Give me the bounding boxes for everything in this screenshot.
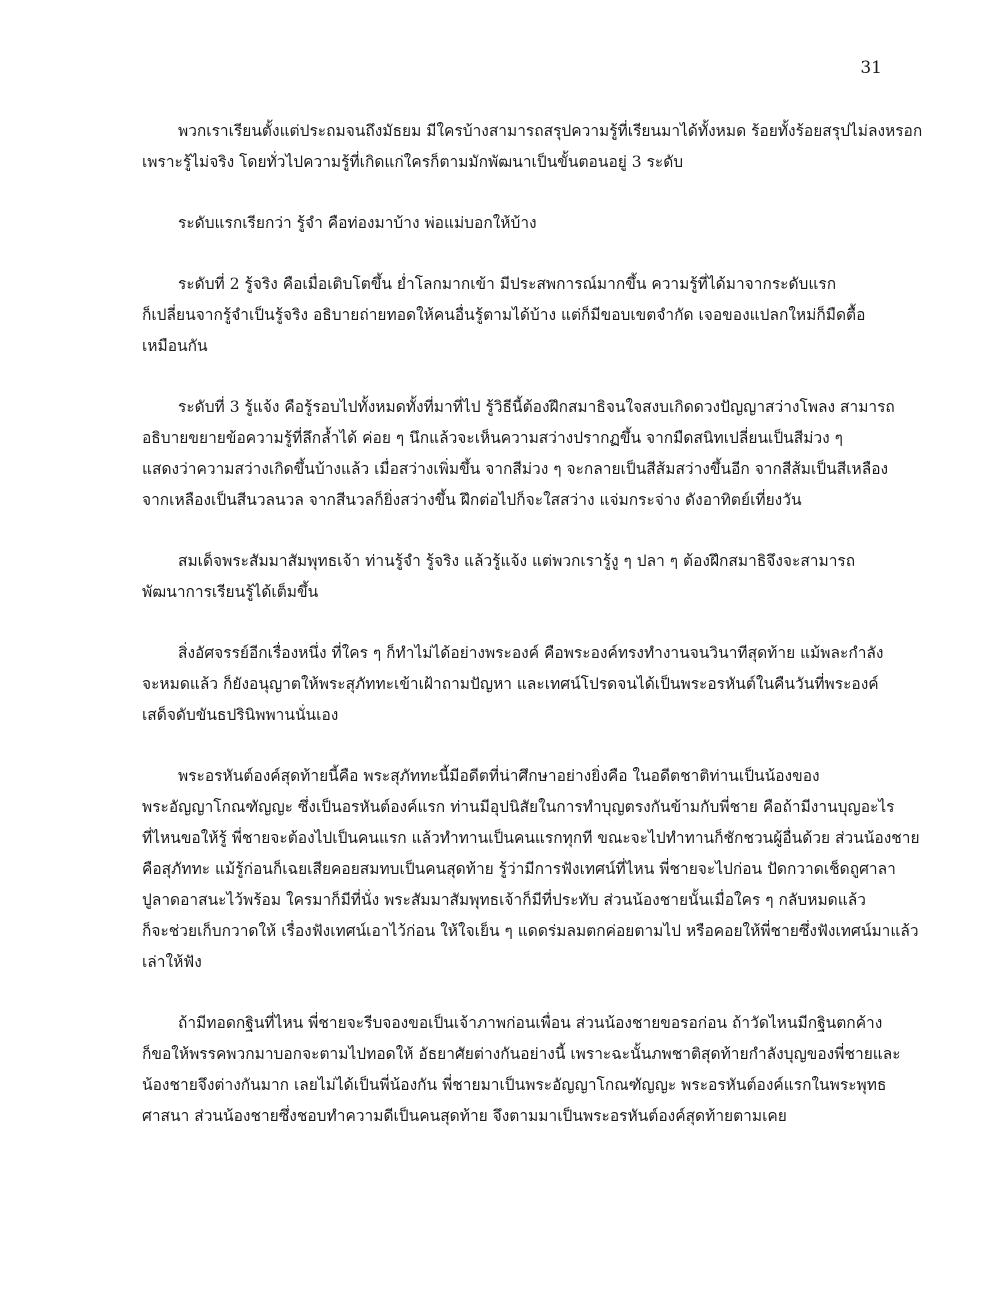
paragraph [142,269,864,362]
text-line: น้องชายจึงต่างกันมาก เลยไม่ได้เป็นพี่น้องกัน พี่ชายมาเป็นพระอัญญาโกณฑัญญะ พระอรหันต์องค์แรกในพระพุทธ [142,1076,887,1094]
text-line: คือสุภัททะ แม้รู้ก่อนก็เฉยเสียคอยสมทบเป็นคนสุดท้าย รู้ว่ามีการฟังเทศน์ที่ไหน พี่ชายจะไปก่อน ปัดกวาดเช็ดถูศาลา [142,860,896,878]
text-line: สิ่งอัศจรรย์อีกเรื่องหนึ่ง ที่ใคร ๆ ก็ทำไม่ได้อย่างพระองค์ คือพระองค์ทรงทำงานจนวินาทีสุดท้าย แม้พละกำลัง [178,644,884,662]
text-line: เล่าให้ฟัง [142,953,202,971]
text-line: พัฒนาการเรียนรู้ได้เต็มขึ้น [142,583,319,601]
text-line: เพราะรู้ไม่จริง โดยทั่วไปความรู้ที่เกิดแก่ใครก็ตามมักพัฒนาเป็นขั้นตอนอยู่ 3 ระดับ [142,153,684,171]
text-line: เหมือนกัน [142,337,208,355]
paragraph [142,116,923,178]
text-line: ก็ขอให้พรรคพวกมาบอกจะตามไปทอดให้ อัธยาศัยต่างกันอย่างนี้ เพราะฉะนั้นภพชาติสุดท้ายกำลังบุญของพี่ชายและ [142,1045,901,1063]
text-line: อธิบายขยายข้อความรู้ที่ลึกล้ำได้ ค่อย ๆ นึกแล้วจะเห็นความสว่างปรากฏขึ้น จากมืดสนิทเปลี่ยนเป็นสีม่วง ๆ [142,429,843,447]
text-line: จากเหลืองเป็นสีนวลนวล จากสีนวลก็ยิ่งสว่างขึ้น ฝึกต่อไปก็จะใสสว่าง แจ่มกระจ่าง ดังอาทิตย์เที่ยงวัน [142,491,802,509]
text-line: เสด็จดับขันธปรินิพพานนั่นเอง [142,706,339,724]
text-line: ที่ไหนขอให้รู้ พี่ชายจะต้องไปเป็นคนแรก แล้วทำทานเป็นคนแรกทุกที ขณะจะไปทำทานก็ชักชวนผู้อื่นด้วย ส่วนน้องชาย [142,829,920,847]
paragraph [142,638,884,731]
paragraph [142,392,895,516]
body-text [142,116,923,1162]
text-line: จะหมดแล้ว ก็ยังอนุญาตให้พระสุภัททะเข้าเฝ้าถามปัญหา และเทศน์โปรดจนได้เป็นพระอรหันต์ในคืนวันที่พระองค์ [142,675,879,693]
text-line: ปูลาดอาสนะไว้พร้อม ใครมาก็มีที่นั่ง พระสัมมาสัมพุทธเจ้าก็มีที่ประทับ ส่วนน้องชายนั้นเมื่อใคร ๆ กลับหมดแล้ว [142,891,866,909]
text-line: ศาสนา ส่วนน้องชายซึ่งชอบทำความดีเป็นคนสุดท้าย จึงตามมาเป็นพระอรหันต์องค์สุดท้ายตามเคย [142,1107,787,1125]
text-line: พระอรหันต์องค์สุดท้ายนี้คือ พระสุภัททะนี้มีอดีตที่น่าศึกษาอย่างยิ่งคือ ในอดีตชาติท่านเป็นน้องของ [178,767,820,785]
text-line: ระดับแรกเรียกว่า รู้จำ คือท่องมาบ้าง พ่อแม่บอกให้บ้าง [178,214,537,232]
text-line: ระดับที่ 2 รู้จริง คือเมื่อเติบโตขึ้น ย่ำโลกมากเข้า มีประสพการณ์มากขึ้น ความรู้ที่ได้มาจากระดับแรก [178,275,837,293]
paragraph [142,1008,901,1132]
page-number: 31 [860,58,882,78]
text-line: ถ้ามีทอดกฐินที่ไหน พี่ชายจะรีบจองขอเป็นเจ้าภาพก่อนเพื่อน ส่วนน้องชายขอรอก่อน ถ้าวัดไหนมีกฐินตกค้าง [178,1014,883,1032]
text-line: ก็จะช่วยเก็บกวาดให้ เรื่องฟังเทศน์เอาไว้ก่อน ให้ใจเย็น ๆ แดดร่มลมตกค่อยตามไป หรือคอยให้พี่ชายซึ่งฟังเทศน์มาแล้ว [142,922,919,940]
paragraph [142,546,864,608]
text-line: แสดงว่าความสว่างเกิดขึ้นบ้างแล้ว เมื่อสว่างเพิ่มขึ้น จากสีม่วง ๆ จะกลายเป็นสีส้มสว่างขึ้นอีก จากสีส้มเป็นสีเหลือง [142,460,889,478]
text-line: ระดับที่ 3 รู้แจ้ง คือรู้รอบไปทั้งหมดทั้งที่มาที่ไป รู้วิธีนี้ต้องฝึกสมาธิจนใจสงบเกิดดวงปัญญาสว่างโพลง สามารถ [178,398,895,416]
paragraph [142,208,864,239]
text-line: พระอัญญาโกณฑัญญะ ซึ่งเป็นอรหันต์องค์แรก ท่านมีอุปนิสัยในการทำบุญตรงกันข้ามกับพี่ชาย คือถ้ามีงานบุญอะไร [142,798,895,816]
paragraph [142,761,920,978]
text-line: พวกเราเรียนตั้งแต่ประถมจนถึงมัธยม มีใครบ้างสามารถสรุปความรู้ที่เรียนมาได้ทั้งหมด ร้อยทั้งร้อยสรุปไม่ลงหรอก [178,122,923,140]
text-line: สมเด็จพระสัมมาสัมพุทธเจ้า ท่านรู้จำ รู้จริง แล้วรู้แจ้ง แต่พวกเรารู้งู ๆ ปลา ๆ ต้องฝึกสมาธิจึงจะสามารถ [178,552,856,570]
text-line: ก็เปลี่ยนจากรู้จำเป็นรู้จริง อธิบายถ่ายทอดให้คนอื่นรู้ตามได้บ้าง แต่ก็มีขอบเขตจำกัด เจอของแปลกใหม่ก็มืดตื้อ [142,306,866,324]
